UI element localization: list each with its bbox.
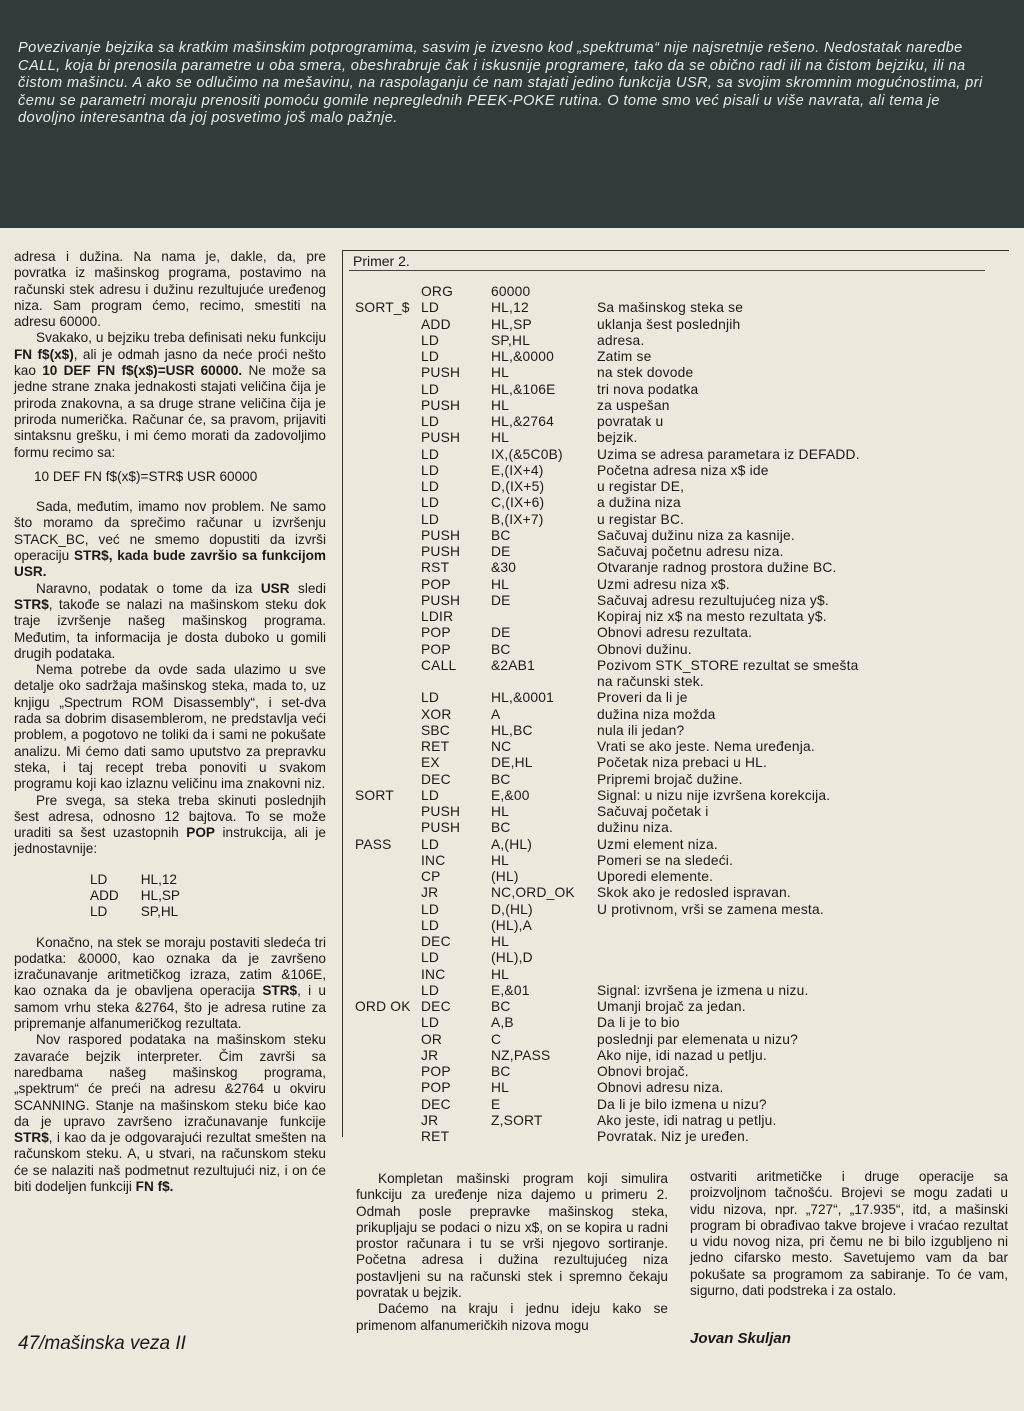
code-line — [355, 544, 1007, 560]
code-operand — [491, 674, 597, 690]
paragraph: Sada, međutim, imamo nov problem. Ne samo što moramo da sprečimo računar u izvršenju STACK_BC, već ne smemo dopustiti da izvrši operaciju STR$, kada bude završio sa funkcijom USR. — [14, 499, 326, 580]
code-line — [355, 1080, 1007, 1096]
code-operand: E,&00 — [491, 787, 530, 803]
code-mnemonic: LD — [421, 446, 440, 462]
paragraph: Kompletan mašinski program koji simulira funkciju za uređenje niza dajemo u primeru 2. Odmah posle prepravke mašinskog steka, prikupljaju se podaci o nizu x$, on se kopira u radni prostor računara i tu se vrši njegovo sortiranje. Početna adresa i dužina rezultujućeg niza postavljeni su na računski stek i spremno čekaju povratak u bejzik. — [356, 1171, 668, 1301]
paragraph: ostvariti aritmetičke i druge operacije sa proizvoljnom tačnošću. Brojevi se mogu zadati u vidu nizova, npr. „727“, „17.935“, itd, a mašinski program bi obrađivao takve brojeve i vraćao rezultat u vidu novog niza, pri čemu ne bi bilo izgubljeno ni jedno cifarsko mesto. Savetujemo vam da bar pokušate sa programom za sabiranje. To će vam, sigurno, dati podstreka i za ostalo. — [690, 1169, 1008, 1299]
code-comment: Signal: izvršena je izmena u nizu. — [597, 982, 809, 998]
code-mnemonic: EX — [421, 755, 440, 771]
code-comment: Zatim se — [597, 349, 652, 364]
code-mnemonic: CALL — [421, 657, 457, 673]
code-line — [355, 869, 1007, 885]
code-line — [355, 983, 1007, 999]
code-comment: Uzmi adresu niza x$. — [597, 576, 730, 592]
code-mnemonic: ORG — [421, 284, 454, 299]
code-mnemonic: CP — [421, 869, 441, 884]
code-line — [355, 365, 1007, 381]
code-line — [355, 512, 1007, 528]
code-comment: Skok ako je redosled ispravan. — [597, 885, 791, 901]
code-label — [355, 463, 421, 479]
code-line — [355, 463, 1007, 479]
code-label — [355, 544, 421, 560]
code-mnemonic: LD — [421, 836, 440, 852]
code-operand: HL — [491, 966, 510, 982]
code-label — [355, 934, 421, 950]
code-operand: BC — [491, 820, 511, 836]
code-comment: Signal: u nizu nije izvršena korekcija. — [597, 787, 831, 803]
code-operand: C — [491, 1031, 502, 1047]
code-mnemonic: LD — [421, 982, 440, 998]
code-label — [355, 690, 421, 706]
code-label — [355, 577, 421, 593]
code-operand: A,B — [491, 1015, 514, 1031]
intro-text: Povezivanje bejzika sa kratkim mašinskim potprogramima, sasvim je izvesno kod „spektruma“ nije najsretnije rešeno. Nedostatak naredbe CALL, koja bi prenosila parametre u oba smera, obeshrabruje čak i iskusnije programere, tako da se obično radi ili na čistom bejziku, ili na čistom mašincu. A ako se odlučimo na mešavinu, na raspolaganju će nam stajati jedino funkcija USR, sa svojim skromnim mogućnostima, pri čemu se parametri moraju prenositi pomoću gomile nepreglednih PEEK-POKE rutina. O tome smo već pisali u više navrata, ali tema je dovoljno interesantna da joj posvetimo još malo pažnje. — [18, 40, 983, 127]
code-line — [355, 918, 1007, 934]
code-line — [355, 333, 1007, 349]
code-comment — [597, 950, 1007, 966]
code-mnemonic: DEC — [421, 999, 451, 1014]
right-column — [690, 1169, 1008, 1299]
code-label — [355, 755, 421, 771]
code-line — [355, 300, 1007, 316]
code-line — [355, 447, 1007, 463]
code-operand: Z,SORT — [491, 1112, 543, 1128]
code-label — [355, 739, 421, 755]
code-line — [355, 317, 1007, 333]
code-comment: Sačuvaj početnu adresu niza. — [597, 544, 784, 559]
code-mnemonic: LD — [421, 462, 440, 478]
code-line — [355, 1015, 1007, 1031]
code-line — [355, 609, 1007, 625]
code-line — [355, 967, 1007, 983]
code-operand: HL — [491, 804, 510, 819]
code-label: SORT — [355, 787, 394, 803]
author-name: Jovan Skuljan — [690, 1330, 791, 1347]
code-formula: 10 DEF FN f$(x$)=STR$ USR 60000 — [34, 468, 258, 484]
code-operand: BC — [491, 999, 511, 1014]
header-banner — [0, 0, 1024, 228]
code-mnemonic: LD — [421, 511, 440, 527]
code-line — [355, 999, 1007, 1015]
code-line — [355, 739, 1007, 755]
code-label — [355, 772, 421, 788]
code-label — [355, 902, 421, 918]
code-operand: HL,&0001 — [491, 690, 554, 706]
code-operand: NZ,PASS — [491, 1047, 551, 1063]
code-comment: U protivnom, vrši se zamena mesta. — [597, 901, 824, 917]
code-comment — [597, 918, 1007, 934]
code-comment: Uzima se adresa parametara iz DEFADD. — [597, 446, 860, 462]
code-label — [355, 1032, 421, 1048]
code-mnemonic: PUSH — [421, 804, 461, 819]
code-operand: SP,HL — [491, 332, 531, 348]
code-label — [355, 1113, 421, 1129]
code-operand: (HL),D — [491, 950, 533, 966]
code-comment: Kopiraj niz x$ na mesto rezultata y$. — [597, 609, 827, 624]
code-operand — [491, 1129, 597, 1145]
code-comment: a dužina niza — [597, 495, 681, 511]
paragraph: Nema potrebe da ovde sada ulazimo u sve detalje oko sadržaja mašinskog steka, mada to, uz knjigu „Spectrum ROM Disassembly“, i set-dva rada sa dobrim disasemblerom, ne predstavlja veći problem, a pogotovo ne toliki da i sami ne pokušate analizu. Mi ćemo dati samo uputstvo za prepravku steka, i taj recept treba ponoviti u svakom programu koji kao izlaznu veličinu ima znakovni niz. — [14, 662, 326, 792]
code-line — [355, 853, 1007, 869]
code-operand: HL — [491, 852, 510, 868]
code-operand: D,(HL) — [491, 901, 533, 917]
code-label: SORT_$ — [355, 300, 410, 316]
code-operand: 60000 — [491, 284, 531, 299]
code-label — [355, 414, 421, 430]
code-operand: DE,HL — [491, 755, 533, 771]
code-comment: nula ili jedan? — [597, 722, 685, 738]
code-label — [355, 479, 421, 495]
code-operand: BC — [491, 641, 511, 657]
code-line — [355, 902, 1007, 918]
code-mnemonic: XOR — [421, 706, 452, 722]
paragraph: Svakako, u bejziku treba definisati neku funkciju FN f$(x$), ali je odmah jasno da neće proći nešto kao 10 DEF FN f$(x$)=USR 60000. Ne može sa jedne strane znaka jednakosti stajati veličina čija je priroda znakovna, a sa druge strane veličina čija je priroda numerička. Računar će, sa pravom, prijaviti sintaksnu grešku, i mi ćemo morati da zadovoljimo formu recimo sa: — [14, 330, 326, 460]
code-comment: Ako nije, idi nazad u petlju. — [597, 1047, 767, 1063]
code-line — [355, 755, 1007, 771]
code-operand: DE — [491, 592, 511, 608]
code-operand: BC — [491, 771, 511, 787]
code-operand: B,(IX+7) — [491, 511, 544, 527]
code-comment: dužina niza možda — [597, 706, 716, 722]
code-comment: poslednji par elemenata u nizu? — [597, 1031, 799, 1047]
code-line — [355, 885, 1007, 901]
code-label — [355, 885, 421, 901]
code-line — [355, 723, 1007, 739]
code-mnemonic: JR — [421, 1047, 439, 1063]
code-operand: HL,&2764 — [491, 414, 554, 429]
code-label — [355, 853, 421, 869]
code-comment: Uporedi elemente. — [597, 869, 714, 884]
code-mnemonic — [421, 674, 491, 690]
code-comment: Pripremi brojač dužine. — [597, 771, 743, 787]
code-operand: C,(IX+6) — [491, 495, 545, 511]
code-mnemonic: PUSH — [421, 820, 461, 836]
code-label: PASS — [355, 836, 392, 852]
code-mnemonic: POP — [421, 641, 451, 657]
code-operand: HL,BC — [491, 722, 533, 738]
code-mnemonic: PUSH — [421, 527, 461, 543]
code-comment: Obnovi adresu niza. — [597, 1080, 724, 1096]
code-mnemonic: LD — [421, 414, 440, 429]
code-line — [355, 1113, 1007, 1129]
code-operand: (HL),A — [491, 917, 533, 933]
code-operand: HL — [491, 397, 510, 413]
code-comment: Proveri da li je — [597, 690, 688, 706]
code-label — [355, 642, 421, 658]
code-comment: u registar BC. — [597, 511, 685, 527]
code-label — [355, 512, 421, 528]
code-operand — [491, 609, 597, 625]
code-mnemonic: LD — [421, 1015, 440, 1031]
code-label — [355, 1097, 421, 1113]
code-mnemonic: LDIR — [421, 609, 454, 624]
code-line — [355, 642, 1007, 658]
code-line — [355, 772, 1007, 788]
left-column — [14, 249, 326, 1195]
code-mnemonic: PUSH — [421, 397, 461, 413]
code-comment: Da li je bilo izmena u nizu? — [597, 1096, 767, 1112]
code-comment: Obnovi dužinu. — [597, 641, 692, 657]
code-label — [355, 1048, 421, 1064]
code-line — [355, 690, 1007, 706]
code-operand: IX,(&5C0B) — [491, 446, 563, 462]
code-operand: NC,ORD_OK — [491, 885, 575, 901]
code-mnemonic: INC — [421, 852, 446, 868]
code-label — [355, 707, 421, 723]
code-mnemonic: LD — [421, 479, 440, 494]
code-label — [355, 382, 421, 398]
code-label — [355, 284, 421, 300]
code-line — [355, 577, 1007, 593]
code-mnemonic: PUSH — [421, 592, 461, 608]
code-label — [355, 398, 421, 414]
code-comment: Otvaranje radnog prostora dužine BC. — [597, 560, 837, 576]
code-mnemonic: PUSH — [421, 365, 461, 381]
code-comment: Uzmi element niza. — [597, 836, 718, 852]
code-operand: HL,SP — [491, 316, 532, 332]
code-label — [355, 983, 421, 999]
paragraph: Konačno, na stek se moraju postaviti sledeća tri podatka: &0000, kao oznaka da je završeno izračunavanje aritmetičkog izraza, zatim &106E, kao oznaka da je obavljena operacija STR$, i u samom vrhu steka &2764, što je adresa rutine za pripremanje alfanumeričkog rezultata. — [14, 934, 326, 1032]
code-mnemonic: LD — [421, 349, 440, 364]
code-mnemonic: LD — [421, 332, 440, 348]
code-mnemonic: ADD — [421, 316, 451, 332]
code-comment: Umanji brojač za jedan. — [597, 999, 746, 1014]
code-operand: E,&01 — [491, 982, 530, 998]
code-line — [355, 658, 1007, 674]
code-line — [355, 349, 1007, 365]
code-mnemonic: RET — [421, 1129, 450, 1144]
paragraph: Naravno, podatak o tome da iza USR sledi STR$, takođe se nalazi na mašinskom steku dok traje izvršenje našeg mašinskog programa. Međutim, ta informacija je dosta duboko u gomili drugih podataka. — [14, 580, 326, 661]
code-comment: Pomeri se na sledeći. — [597, 852, 734, 868]
code-line — [355, 837, 1007, 853]
code-snippet: LD HL,12 ADD HL,SP LD SP,HL — [90, 871, 180, 920]
code-label — [355, 674, 421, 690]
code-comment: tri nova podatka — [597, 381, 699, 397]
code-label — [355, 495, 421, 511]
code-comment — [597, 284, 1007, 300]
code-label — [355, 317, 421, 333]
code-comment: bejzik. — [597, 430, 638, 446]
code-comment: uklanja šest poslednjih — [597, 316, 741, 332]
code-operand: E,(IX+4) — [491, 462, 544, 478]
code-comment: Sačuvaj adresu rezultujućeg niza y$. — [597, 592, 829, 608]
code-mnemonic: LD — [421, 381, 440, 397]
code-label — [355, 918, 421, 934]
code-mnemonic: JR — [421, 885, 439, 901]
code-comment: dužinu niza. — [597, 820, 674, 836]
code-operand: E — [491, 1096, 501, 1112]
code-comment: Početna adresa niza x$ ide — [597, 462, 769, 478]
code-mnemonic: POP — [421, 576, 451, 592]
code-label — [355, 560, 421, 576]
code-comment: Sa mašinskog steka se — [597, 300, 744, 316]
code-line — [355, 625, 1007, 641]
code-operand: HL — [491, 1080, 510, 1096]
code-line — [355, 1064, 1007, 1080]
code-comment: Da li je to bio — [597, 1015, 680, 1031]
code-comment: Ako jeste, idi natrag u petlju. — [597, 1112, 777, 1128]
middle-column — [356, 1171, 668, 1334]
code-comment: Početak niza prebaci u HL. — [597, 755, 768, 771]
code-comment: Sačuvaj početak i — [597, 804, 709, 819]
code-line — [355, 284, 1007, 300]
code-label — [355, 869, 421, 885]
code-operand: BC — [491, 527, 511, 543]
code-line — [355, 1032, 1007, 1048]
paragraph: Pre svega, sa steka treba skinuti poslednjih šest adresa, odnosno 12 bajtova. To se može uraditi sa šest uzastopnih POP instrukcija, ali je jednostavnije: — [14, 792, 326, 857]
code-operand: DE — [491, 544, 511, 559]
code-mnemonic: INC — [421, 966, 446, 982]
code-operand: BC — [491, 1064, 511, 1079]
code-mnemonic: POP — [421, 1064, 451, 1079]
code-operand: HL,&106E — [491, 381, 556, 397]
code-line — [355, 1048, 1007, 1064]
code-label — [355, 430, 421, 446]
code-mnemonic: LD — [421, 495, 440, 511]
code-line — [355, 950, 1007, 966]
code-operand: HL — [491, 934, 510, 949]
code-operand: (HL) — [491, 869, 519, 884]
code-line — [355, 430, 1007, 446]
code-comment: Pozivom STK_STORE rezultat se smešta — [597, 657, 859, 673]
code-comment — [597, 967, 1007, 983]
code-label — [355, 1064, 421, 1080]
code-comment: adresa. — [597, 332, 645, 348]
code-comment: Obnovi adresu rezultata. — [597, 625, 753, 641]
code-line — [355, 528, 1007, 544]
code-comment: na stek dovode — [597, 365, 694, 381]
code-mnemonic: RST — [421, 560, 450, 576]
code-operand: A,(HL) — [491, 836, 533, 852]
code-mnemonic: PUSH — [421, 544, 461, 559]
divider — [349, 270, 985, 271]
code-label — [355, 528, 421, 544]
code-label — [355, 1015, 421, 1031]
code-mnemonic: DEC — [421, 771, 451, 787]
code-label — [355, 723, 421, 739]
code-comment: u registar DE, — [597, 479, 685, 494]
code-line — [355, 674, 1007, 690]
code-operand: HL,&0000 — [491, 349, 554, 364]
code-label — [355, 447, 421, 463]
code-line — [355, 934, 1007, 950]
code-mnemonic: POP — [421, 625, 451, 641]
code-mnemonic: LD — [421, 917, 440, 933]
listing-title: Primer 2. — [353, 253, 410, 269]
code-mnemonic: POP — [421, 1080, 451, 1096]
code-label — [355, 820, 421, 836]
code-line — [355, 382, 1007, 398]
code-operand: HL — [491, 430, 510, 446]
code-label — [355, 1080, 421, 1096]
code-label — [355, 1129, 421, 1145]
code-mnemonic: LD — [421, 950, 440, 966]
code-comment: povratak u — [597, 414, 664, 429]
code-mnemonic: LD — [421, 690, 440, 706]
code-operand: DE — [491, 625, 511, 641]
code-line — [355, 414, 1007, 430]
code-listing-box — [342, 250, 1009, 1144]
code-line — [355, 788, 1007, 804]
code-mnemonic: DEC — [421, 934, 451, 949]
code-label — [355, 804, 421, 820]
code-label — [355, 950, 421, 966]
code-label — [355, 593, 421, 609]
code-mnemonic: SBC — [421, 722, 450, 738]
code-line — [355, 593, 1007, 609]
paragraph: Nov raspored podataka na mašinskom steku zavaraće bejzik interpreter. Čim završi sa naredbama našeg mašinskog programa, „spektrum“ će preći na adresu &2764 u okviru SCANNING. Stanje na mašinskom steku biće kao da je upravo završeno izračunavanje funkcije STR$, i kao da je odgovarajući rezultat smešten na računskom steku. A, u stvari, na računskom steku će se nalaziti naš podmetnut rezultujući niz, i on će biti dodeljen funkciji FN f$. — [14, 1032, 326, 1195]
code-label — [355, 658, 421, 674]
code-operand: NC — [491, 739, 512, 754]
code-operand: &30 — [491, 560, 517, 576]
code-mnemonic: LD — [421, 901, 440, 917]
code-comment: Obnovi brojač. — [597, 1064, 689, 1079]
code-comment: Povratak. Niz je uređen. — [597, 1129, 750, 1144]
code-comment: Vrati se ako jeste. Nema uređenja. — [597, 739, 815, 754]
page-footer: 47/mašinska veza II — [18, 1333, 186, 1354]
code-label — [355, 609, 421, 625]
code-operand: A — [491, 706, 501, 722]
code-label — [355, 625, 421, 641]
code-line — [355, 495, 1007, 511]
code-mnemonic: JR — [421, 1112, 439, 1128]
code-operand: HL — [491, 576, 510, 592]
code-label — [355, 333, 421, 349]
code-label — [355, 967, 421, 983]
code-line — [355, 1129, 1007, 1145]
paragraph: adresa i dužina. Na nama je, dakle, da, pre povratka iz mašinskog programa, postavimo na računski stek adresu i dužinu rezultujuće uređenog niza. Sam program ćemo, recimo, smestiti na adresu 60000. — [14, 249, 326, 330]
code-line — [355, 1097, 1007, 1113]
code-listing — [355, 284, 1007, 1145]
code-line — [355, 804, 1007, 820]
code-label — [355, 349, 421, 365]
code-operand: HL,12 — [491, 300, 529, 316]
code-mnemonic: DEC — [421, 1096, 451, 1112]
code-comment: na računski stek. — [597, 674, 704, 689]
code-mnemonic: LD — [421, 300, 440, 316]
code-operand: &2AB1 — [491, 657, 535, 673]
code-label — [355, 365, 421, 381]
paragraph: Daćemo na kraju i jednu ideju kako se primenom alfanumeričkih nizova mogu — [356, 1301, 668, 1333]
code-line — [355, 479, 1007, 495]
code-comment — [597, 934, 1007, 950]
code-line — [355, 820, 1007, 836]
code-line — [355, 560, 1007, 576]
code-operand: HL — [491, 365, 510, 381]
code-mnemonic: OR — [421, 1031, 443, 1047]
code-mnemonic: PUSH — [421, 430, 461, 446]
code-label: ORD OK — [355, 999, 411, 1014]
code-line — [355, 707, 1007, 723]
code-line — [355, 398, 1007, 414]
code-comment: za uspešan — [597, 397, 670, 413]
code-mnemonic: RET — [421, 739, 450, 754]
code-mnemonic: LD — [421, 787, 440, 803]
code-comment: Sačuvaj dužinu niza za kasnije. — [597, 527, 795, 543]
code-operand: D,(IX+5) — [491, 479, 545, 494]
